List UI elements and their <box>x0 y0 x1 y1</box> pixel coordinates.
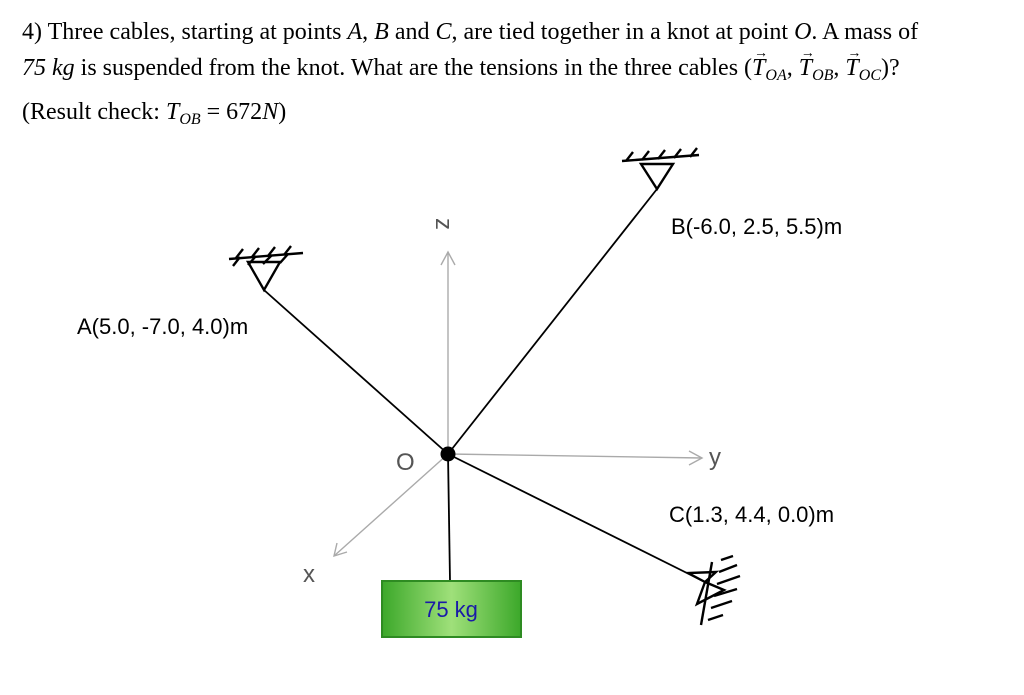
cables <box>264 189 705 582</box>
result-check-unit: N <box>262 99 279 125</box>
result-check-close: ) <box>278 99 287 125</box>
problem-text-1: Three cables, starting at points <box>47 19 342 45</box>
problem-text-2: is suspended from the knot. What are the tensions in the three cables ( <box>80 55 753 81</box>
problem-number: 4) <box>22 19 42 45</box>
problem-text-2-end: )? <box>881 55 900 81</box>
mass-value: 75 <box>22 55 46 81</box>
x-axis-line <box>334 454 448 556</box>
result-check-t: $T_{OB}$ <box>165 99 201 128</box>
point-a-symbol: A <box>347 19 363 45</box>
cable-oc <box>448 454 705 582</box>
point-c-symbol: C <box>435 19 452 45</box>
result-check-label: (Result check: <box>22 99 160 125</box>
mass-label: 75 kg <box>424 597 478 622</box>
and-text: and <box>394 19 430 45</box>
knot-point-o <box>441 447 456 462</box>
label-o: O <box>396 449 415 476</box>
tension-oc-symbol: → $T_{OC}$ <box>845 50 881 94</box>
support-c-icon <box>688 556 740 625</box>
cable-ob <box>448 189 657 454</box>
problem-text-1b: , are tied together in a knot at point <box>451 19 789 45</box>
comma: , <box>362 19 369 45</box>
axis-y-label: y <box>709 444 721 471</box>
point-o-symbol: O <box>794 19 812 45</box>
axis-z-label: z <box>430 218 457 230</box>
problem-text-1c: . A mass of <box>811 19 919 45</box>
label-a: A(5.0, -7.0, 4.0)m <box>77 314 249 339</box>
cable-mass <box>448 454 450 581</box>
tension-ob-symbol: → $T_{OB}$ <box>799 50 834 94</box>
mass-unit: kg <box>52 55 75 81</box>
support-b-icon <box>622 148 699 189</box>
y-axis-line <box>448 454 702 458</box>
label-c: C(1.3, 4.4, 0.0)m <box>669 502 835 527</box>
support-a-icon <box>229 246 303 290</box>
point-b-symbol: B <box>374 19 389 45</box>
result-check-value: = 672 <box>206 99 263 125</box>
problem-line-2: 75 kg is suspended from the knot. What are the tensions in the three cables (→ $T_{OA}$, → $T_{OB}$, → $T_{OC}$)? <box>22 50 1012 94</box>
axes <box>334 252 702 556</box>
tension-oa-symbol: → $T_{OA}$ <box>752 50 787 94</box>
cable-oa <box>264 290 448 454</box>
label-b: B(-6.0, 2.5, 5.5)m <box>671 214 843 239</box>
axis-x-label: x <box>303 561 315 588</box>
